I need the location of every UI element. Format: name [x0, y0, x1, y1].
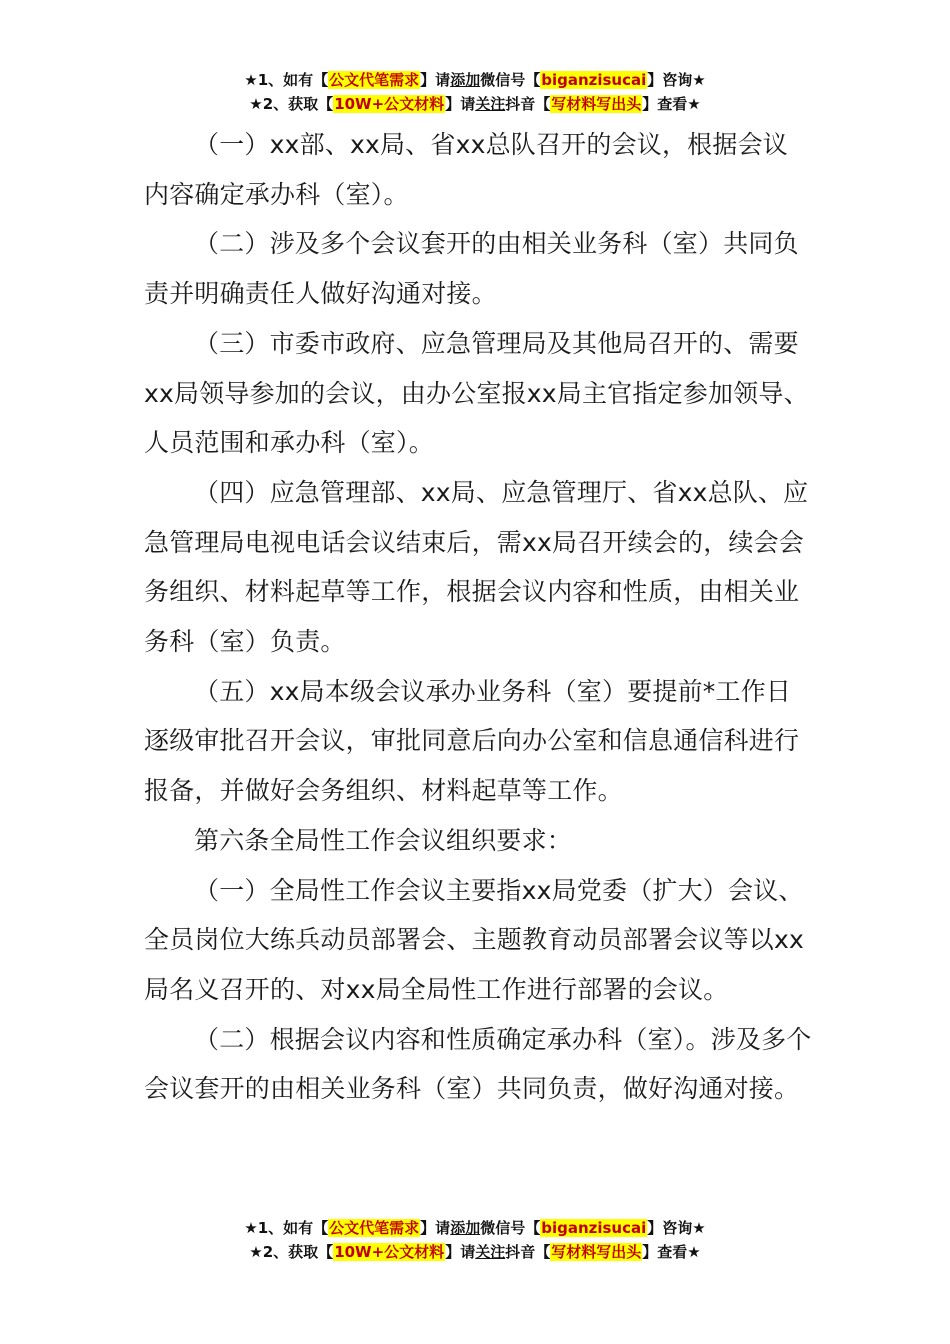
- banner-text: 】咨询★: [647, 71, 706, 89]
- banner-text: ★2、获取【: [249, 95, 334, 113]
- banner-text: 微信号【: [480, 71, 541, 89]
- banner-underlined-text: 关注: [475, 1243, 506, 1261]
- paragraph: （五）xx局本级会议承办业务科（室）要提前*工作日逐级审批召开会议，审批同意后向办公室和信息通信科进行报备，并做好会务组织、材料起草等工作。: [144, 676, 800, 806]
- banner-text: 抖音【: [505, 95, 551, 113]
- document-body: [144, 120, 812, 1114]
- banner-text: 】请: [445, 1243, 476, 1261]
- paragraph: （二）涉及多个会议套开的由相关业务科（室）共同负责并明确责任人做好沟通对接。: [144, 229, 799, 309]
- banner-highlight: 10W+公文材料: [334, 1243, 445, 1261]
- header-banner: [0, 68, 950, 116]
- banner-highlight: biganzisucai: [541, 1219, 647, 1237]
- section-heading: 第六条全局性工作会议组织要求：: [194, 825, 573, 855]
- banner-text: 】请: [445, 95, 476, 113]
- banner-underlined-text: 添加: [450, 71, 481, 89]
- banner-highlight: biganzisucai: [541, 71, 647, 89]
- paragraph: （一）全局性工作会议主要指xx局党委（扩大）会议、全员岗位大练兵动员部署会、主题教育动员部署会议等以xx局名义召开的、对xx局全局性工作进行部署的会议。: [144, 875, 804, 1004]
- paragraph: （二）根据会议内容和性质确定承办科（室）。涉及多个会议套开的由相关业务科（室）共同负责，做好沟通对接。: [144, 1024, 812, 1104]
- banner-highlight: 公文代笔需求: [329, 1219, 420, 1237]
- banner-line-2: [0, 92, 950, 116]
- banner-text: 】请: [420, 71, 451, 89]
- banner-text: 】咨询★: [647, 1219, 706, 1237]
- banner-text: 】查看★: [642, 1243, 701, 1261]
- banner-text: ★2、获取【: [249, 1243, 334, 1261]
- banner-text: ★1、如有【: [244, 71, 329, 89]
- banner-line-1: [0, 1216, 950, 1240]
- banner-highlight: 写材料写出头: [551, 95, 642, 113]
- banner-highlight: 写材料写出头: [551, 1243, 642, 1261]
- footer-banner: [0, 1216, 950, 1264]
- banner-text: 】请: [420, 1219, 451, 1237]
- banner-highlight: 10W+公文材料: [334, 95, 445, 113]
- paragraph: （四）应急管理部、xx局、应急管理厅、省xx总队、应急管理局电视电话会议结束后，需xx局召开续会的，续会会务组织、材料起草等工作，根据会议内容和性质，由相关业务科（室）负责。: [144, 477, 809, 657]
- banner-line-1: [0, 68, 950, 92]
- banner-text: ★1、如有【: [244, 1219, 329, 1237]
- banner-highlight: 公文代笔需求: [329, 71, 420, 89]
- paragraph: （三）市委市政府、应急管理局及其他局召开的、需要xx局领导参加的会议，由办公室报xx局主官指定参加领导、人员范围和承办科（室）。: [144, 328, 809, 458]
- banner-text: 微信号【: [480, 1219, 541, 1237]
- banner-line-2: [0, 1240, 950, 1264]
- banner-text: 抖音【: [505, 1243, 551, 1261]
- banner-underlined-text: 关注: [475, 95, 506, 113]
- banner-text: 】查看★: [642, 95, 701, 113]
- banner-underlined-text: 添加: [450, 1219, 481, 1237]
- paragraph: （一）xx部、xx局、省xx总队召开的会议，根据会议内容确定承办科（室）。: [144, 130, 788, 209]
